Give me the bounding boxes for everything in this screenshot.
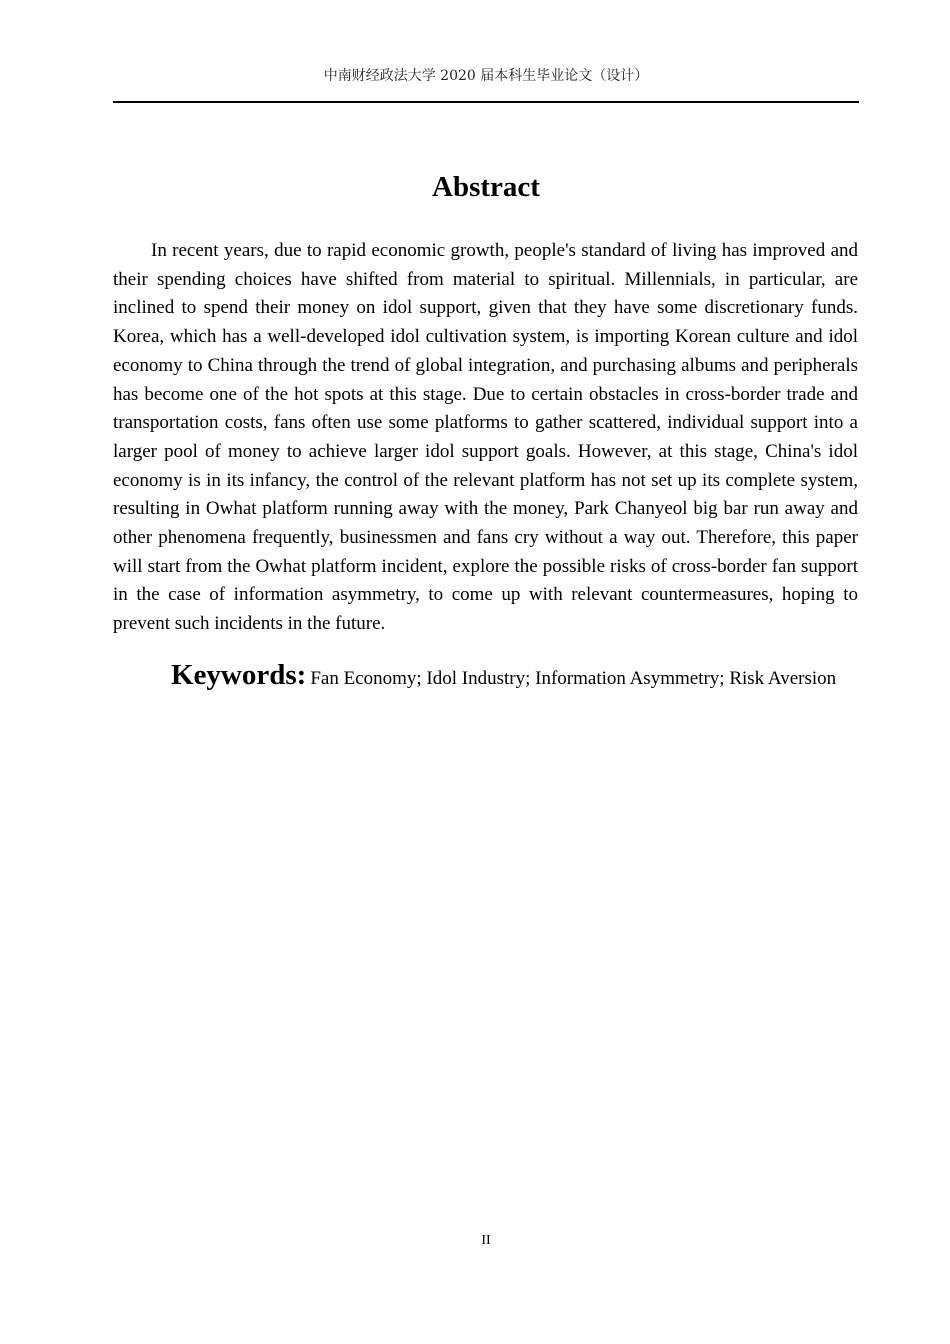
page-number: II <box>481 1233 491 1248</box>
keywords-line <box>171 659 871 692</box>
abstract-body: In recent years, due to rapid economic growth, people's standard of living has improved and their spending choices have shifted from material to spiritual. Millennials, in particular, are inclined to spend their money on idol support, given that they have some discretionary funds. Korea, which has a well-developed idol cultivation system, is importing Korean culture and idol economy to China through the trend of global integration, and purchasing albums and peripherals has become one of the hot spots at this stage. Due to certain obstacles in cross-border trade and transportation costs, fans often use some platforms to gather scattered, individual support into a larger pool of money to achieve larger idol support goals. However, at this stage, China's idol economy is in its infancy, the control of the relevant platform has not set up its complete system, resulting in Owhat platform running away with the money, Park Chanyeol big bar run away and other phenomena frequently, businessmen and fans cry without a way out. Therefore, this paper will start from the Owhat platform incident, explore the possible risks of cross-border fan support in the case of information asymmetry, to come up with relevant countermeasures, hoping to prevent such incidents in the future. <box>113 240 858 635</box>
page-header: 中南财经政法大学 2020 届本科生毕业论文（设计） <box>323 68 649 84</box>
keywords-label: Keywords: <box>171 659 307 691</box>
abstract-title: Abstract <box>432 171 540 203</box>
header-divider <box>113 101 859 103</box>
keywords-value: Fan Economy; Idol Industry; Information Asymmetry; Risk Aversion <box>310 668 837 689</box>
